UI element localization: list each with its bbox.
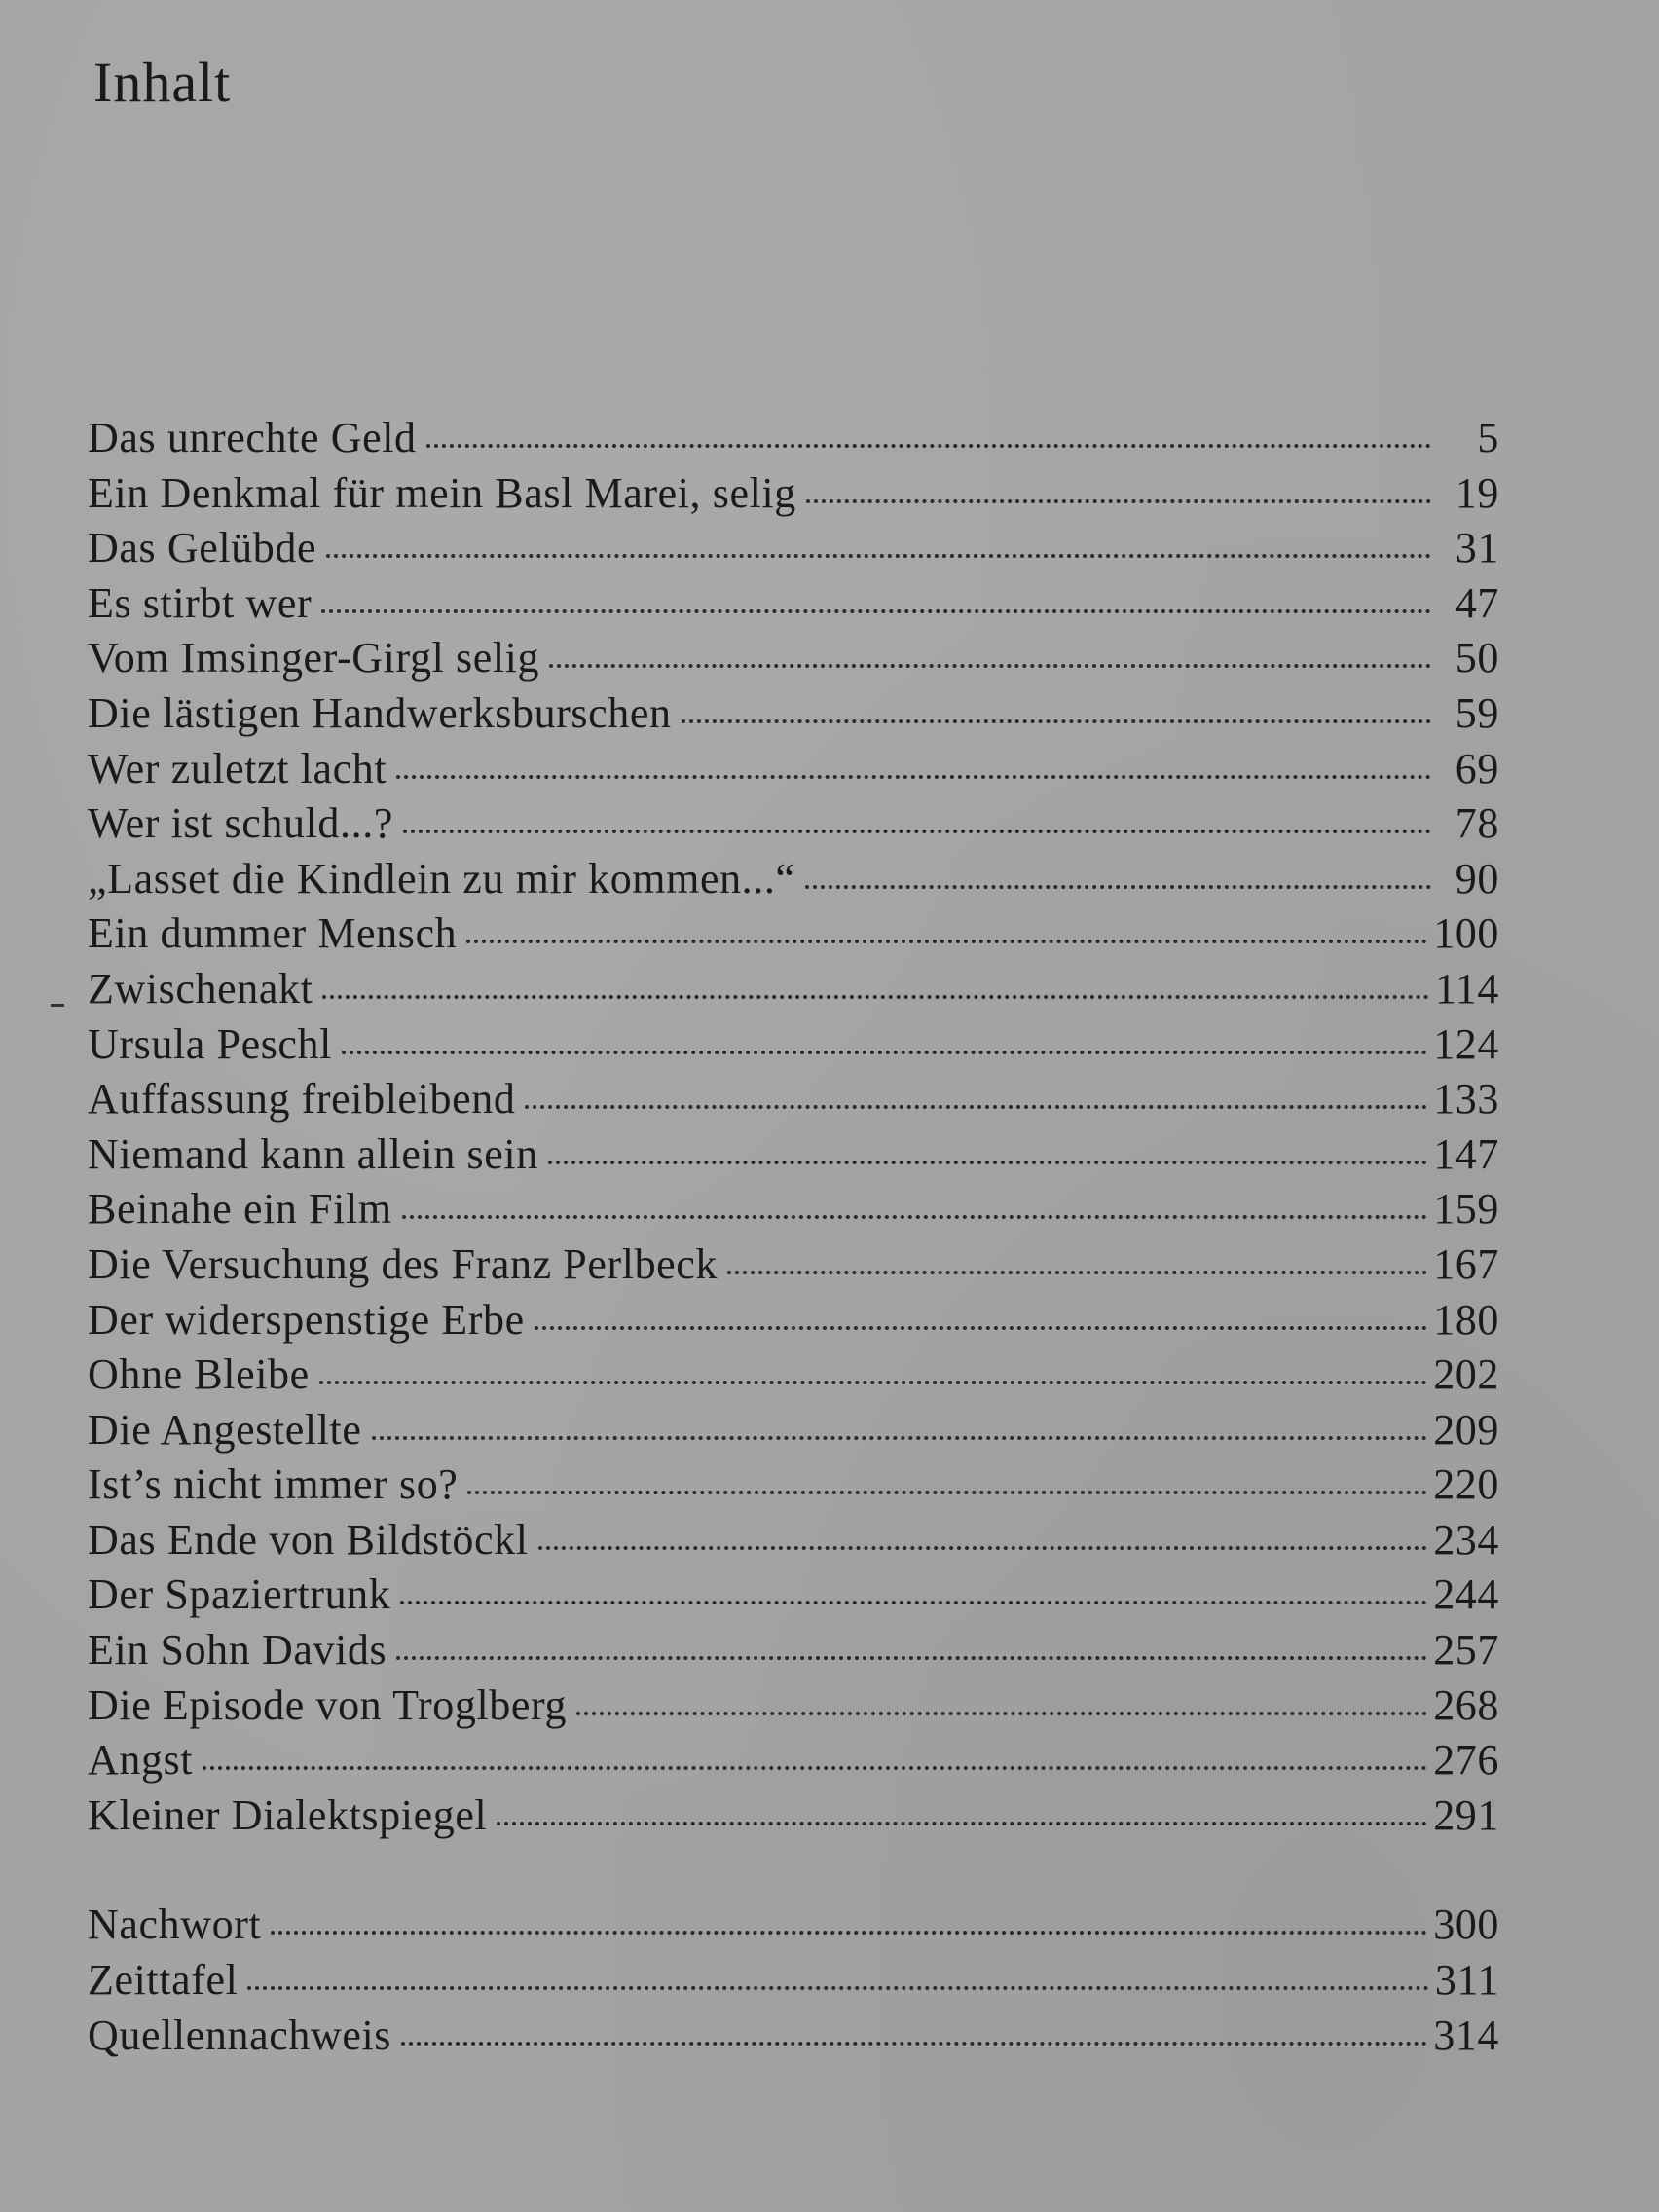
toc-group-appendix [88, 1899, 1499, 2065]
dot-leader [727, 1271, 1427, 1274]
toc-entry [88, 1129, 1499, 1185]
dot-leader [321, 609, 1431, 613]
toc-entry [88, 1899, 1499, 1955]
toc-entry-title: Quellennachweis [88, 2010, 391, 2059]
toc-entry-title: Kleiner Dialektspiegel [88, 1790, 488, 1839]
toc-entry-page-number: 90 [1455, 854, 1499, 903]
toc-entry-title: Das Ende von Bildstöckl [88, 1515, 529, 1564]
dot-leader [576, 1712, 1427, 1715]
toc-entry-title: Es stirbt wer [88, 578, 313, 627]
dot-leader [372, 1436, 1428, 1440]
toc-entry-title: Ohne Bleibe [88, 1350, 310, 1399]
margin-mark [51, 1004, 64, 1007]
dot-leader [319, 1381, 1427, 1384]
toc-entry-page-number: 314 [1433, 2010, 1499, 2059]
toc-entry-title: Der widerspenstige Erbe [88, 1295, 525, 1344]
toc-entry [88, 468, 1499, 524]
toc-entry-title: Das Gelübde [88, 524, 317, 572]
toc-entry-page-number: 19 [1455, 468, 1499, 517]
toc-entry-title: Ein dummer Mensch [88, 909, 458, 958]
toc-entry [88, 964, 1499, 1019]
toc-entry-title: Wer ist schuld...? [88, 799, 393, 848]
dot-leader [271, 1931, 1427, 1935]
toc-entry-page-number: 291 [1433, 1790, 1499, 1839]
toc-entry [88, 1239, 1499, 1295]
toc-entry-title: Die Versuchung des Franz Perlbeck [88, 1239, 719, 1288]
toc-entry-title: Ein Denkmal für mein Basl Marei, selig [88, 468, 796, 517]
toc-entry-page-number: 5 [1477, 414, 1499, 461]
dot-leader [203, 1766, 1427, 1770]
toc-entry-title: Zwischenakt [88, 964, 313, 1013]
toc-entry [88, 1625, 1499, 1680]
toc-entry-title: Die Angestellte [88, 1405, 362, 1454]
toc-entry [88, 1074, 1499, 1129]
toc-entry-title: Wer zuletzt lacht [88, 744, 387, 793]
toc-entry-page-number: 209 [1433, 1405, 1499, 1454]
toc-entry-page-number: 69 [1455, 744, 1499, 793]
dot-leader [396, 1656, 1427, 1660]
toc-entry-page-number: 268 [1433, 1680, 1499, 1729]
dot-leader [401, 2042, 1427, 2046]
dot-leader [400, 1601, 1427, 1604]
dot-leader [549, 664, 1431, 668]
dot-leader [548, 1161, 1427, 1164]
dot-leader [402, 1215, 1428, 1219]
toc-entry-title: Der Spaziertrunk [88, 1570, 391, 1619]
dot-leader [466, 940, 1427, 943]
toc-entry-page-number: 31 [1455, 524, 1499, 572]
toc-entry-page-number: 257 [1433, 1626, 1499, 1675]
toc-group-stories [88, 413, 1499, 1845]
toc-entry-title: Zeittafel [88, 1956, 239, 2005]
toc-entry-title: Ein Sohn Davids [88, 1626, 387, 1675]
toc-entry-title: Nachwort [88, 1900, 262, 1949]
dot-leader [342, 1051, 1427, 1054]
toc-entry-page-number: 114 [1434, 964, 1499, 1013]
toc-entry [88, 744, 1499, 799]
toc-entry-page-number: 50 [1455, 634, 1499, 682]
toc-entry-page-number: 100 [1433, 909, 1499, 958]
toc-entry-page-number: 300 [1433, 1900, 1499, 1949]
toc-entry-page-number: 59 [1455, 688, 1499, 737]
toc-entry [88, 1790, 1499, 1846]
toc-entry [88, 1459, 1499, 1515]
toc-entry-page-number: 180 [1433, 1295, 1499, 1344]
toc-entry-page-number: 159 [1433, 1185, 1499, 1234]
toc-entry-title: Ist’s nicht immer so? [88, 1460, 459, 1509]
toc-entry [88, 1295, 1499, 1350]
toc-entry [88, 1349, 1499, 1405]
toc-entry [88, 1405, 1499, 1460]
toc-entry [88, 854, 1499, 909]
toc-entry-title: Niemand kann allein sein [88, 1129, 538, 1178]
dot-leader [467, 1491, 1427, 1494]
toc-entry-title: Die Episode von Troglberg [88, 1680, 568, 1729]
toc-entry-page-number: 311 [1434, 1956, 1499, 2005]
toc-entry [88, 1955, 1499, 2010]
toc-entry [88, 798, 1499, 854]
toc-entry [88, 908, 1499, 964]
dot-leader [247, 1986, 1428, 1990]
dot-leader [535, 1326, 1427, 1330]
toc-entry [88, 688, 1499, 744]
toc-entry-page-number: 202 [1433, 1350, 1499, 1399]
toc-entry [88, 1515, 1499, 1570]
toc-entry-title: Die lästigen Handwerksburschen [88, 688, 672, 737]
dot-leader [322, 995, 1428, 999]
toc-entry [88, 1019, 1499, 1075]
toc-entry-page-number: 220 [1433, 1460, 1499, 1509]
toc-entry-title: Auffassung freibleibend [88, 1075, 516, 1124]
toc-entry-title: Beinahe ein Film [88, 1185, 392, 1234]
toc-entry [88, 1680, 1499, 1736]
toc-entry [88, 1569, 1499, 1625]
toc-entry-page-number: 276 [1433, 1736, 1499, 1785]
toc-entry-title: Vom Imsinger-Girgl selig [88, 634, 540, 682]
toc-entry-page-number: 234 [1433, 1515, 1499, 1564]
toc-entry-page-number: 47 [1455, 578, 1499, 627]
dot-leader [396, 775, 1431, 779]
dot-leader [525, 1105, 1427, 1109]
dot-leader [426, 444, 1431, 448]
dot-leader [403, 830, 1431, 833]
page-title: Inhalt [93, 51, 232, 114]
toc-entry [88, 1184, 1499, 1239]
toc-entry-title: Das unrechte Geld [88, 414, 417, 461]
toc-entry [88, 413, 1499, 468]
dot-leader [538, 1546, 1428, 1550]
toc-entry-title: Angst [88, 1736, 194, 1785]
toc-entry-page-number: 244 [1433, 1570, 1499, 1619]
toc-entry [88, 578, 1499, 634]
dot-leader [497, 1822, 1427, 1825]
toc-entry [88, 523, 1499, 578]
dot-leader [682, 719, 1431, 723]
dot-leader [805, 885, 1431, 889]
dot-leader [326, 554, 1431, 558]
table-of-contents [88, 413, 1499, 2065]
toc-entry-page-number: 147 [1433, 1129, 1499, 1178]
toc-entry-title: Ursula Peschl [88, 1019, 332, 1068]
toc-entry-page-number: 167 [1433, 1239, 1499, 1288]
toc-entry-page-number: 124 [1433, 1019, 1499, 1068]
toc-entry [88, 1735, 1499, 1790]
toc-entry-page-number: 133 [1433, 1075, 1499, 1124]
toc-entry-page-number: 78 [1455, 799, 1499, 848]
toc-entry [88, 2010, 1499, 2066]
dot-leader [806, 499, 1431, 503]
toc-entry-title: „Lasset die Kindlein zu mir kommen...“ [88, 854, 795, 903]
toc-entry [88, 633, 1499, 688]
